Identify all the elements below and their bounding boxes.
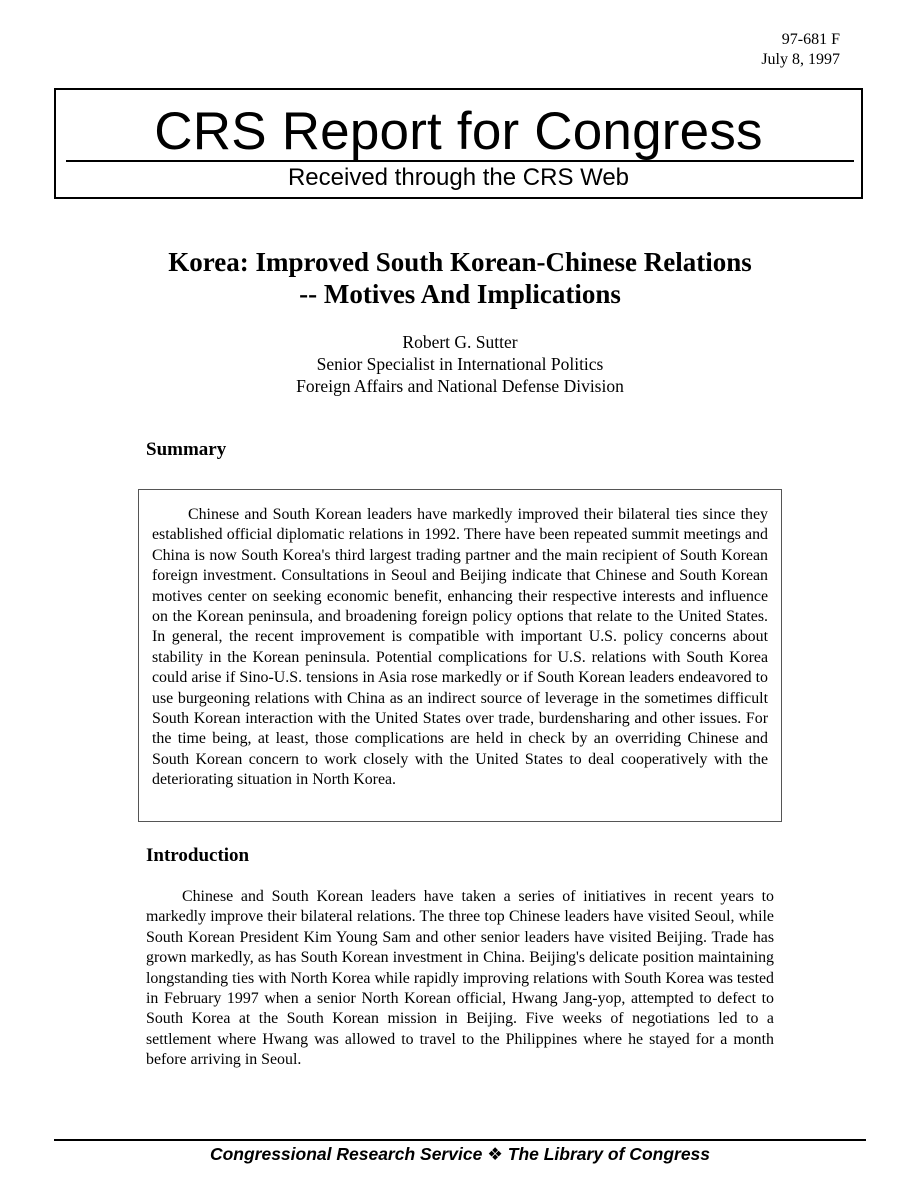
- report-identifier: [761, 30, 840, 70]
- report-series-title: CRS Report for Congress: [154, 102, 763, 161]
- footer-divider: [54, 1139, 866, 1141]
- footer-publisher: Congressional Research Service: [209, 1144, 483, 1164]
- introduction-heading: Introduction: [146, 845, 250, 866]
- author-title: Senior Specialist in International Politics: [316, 354, 604, 374]
- report-header-box: [54, 88, 863, 199]
- author-block: [100, 331, 820, 397]
- summary-heading: Summary: [146, 439, 227, 460]
- page-footer: [0, 1143, 920, 1165]
- introduction-section: [146, 887, 774, 1071]
- author-name: Robert G. Sutter: [402, 332, 518, 352]
- report-series-subtitle: Received through the CRS Web: [287, 164, 630, 191]
- introduction-paragraph: Chinese and South Korean leaders have taken a series of initiatives in recent years to markedly improve their bilateral relations. The three top Chinese leaders have visited Seoul, while South Korean President Kim Young Sam and other senior leaders have visited Beijing. Trade has grown markedly, as has South Korean investment in China. Beijing's delicate position maintaining longstanding ties with North Korea while rapidly improving relations with South Korea was tested in February 1997 when a senior North Korean official, Hwang Jang-yop, attempted to defect to South Korea at the South Korean mission in Beijing. Five weeks of negotiations led to a settlement where Hwang was allowed to travel to the Philippines where he stayed for a month before arriving in Seoul.: [146, 888, 774, 1069]
- document-title-line-2: -- Motives And Implications: [299, 279, 621, 309]
- document-title-line-1: Korea: Improved South Korean-Chinese Relations: [168, 247, 752, 277]
- summary-box: [138, 489, 782, 822]
- author-division: Foreign Affairs and National Defense Division: [296, 376, 624, 396]
- report-date: July 8, 1997: [761, 51, 840, 68]
- footer-separator-icon: ❖: [487, 1144, 503, 1164]
- report-number: 97-681 F: [781, 31, 840, 48]
- footer-library: The Library of Congress: [507, 1144, 711, 1164]
- summary-paragraph: Chinese and South Korean leaders have markedly improved their bilateral ties since they established official diplomatic relations in 1992. There have been repeated summit meetings and China is now South Korea's third largest trading partner and the main recipient of South Korean foreign investment. Consultations in Seoul and Beijing indicate that Chinese and South Korean motives center on seeking economic benefit, enhancing their respective interests and influence on the Korean peninsula, and broadening foreign policy options that relate to the United States. In general, the recent improvement is compatible with important U.S. policy concerns about stability in the Korean peninsula. Potential complications for U.S. relations with South Korea could arise if Sino-U.S. tensions in Asia rose markedly or if South Korean leaders endeavored to use burgeoning relations with China as an indirect source of leverage in the sometimes difficult South Korean interaction with the United States over trade, burdensharing and other issues. For the time being, at least, those complications are held in check by an overriding Chinese and South Korean concern to work closely with the United States to deal cooperatively with the deteriorating situation in North Korea.: [152, 506, 768, 789]
- document-title: [100, 246, 820, 310]
- header-divider: [66, 160, 854, 162]
